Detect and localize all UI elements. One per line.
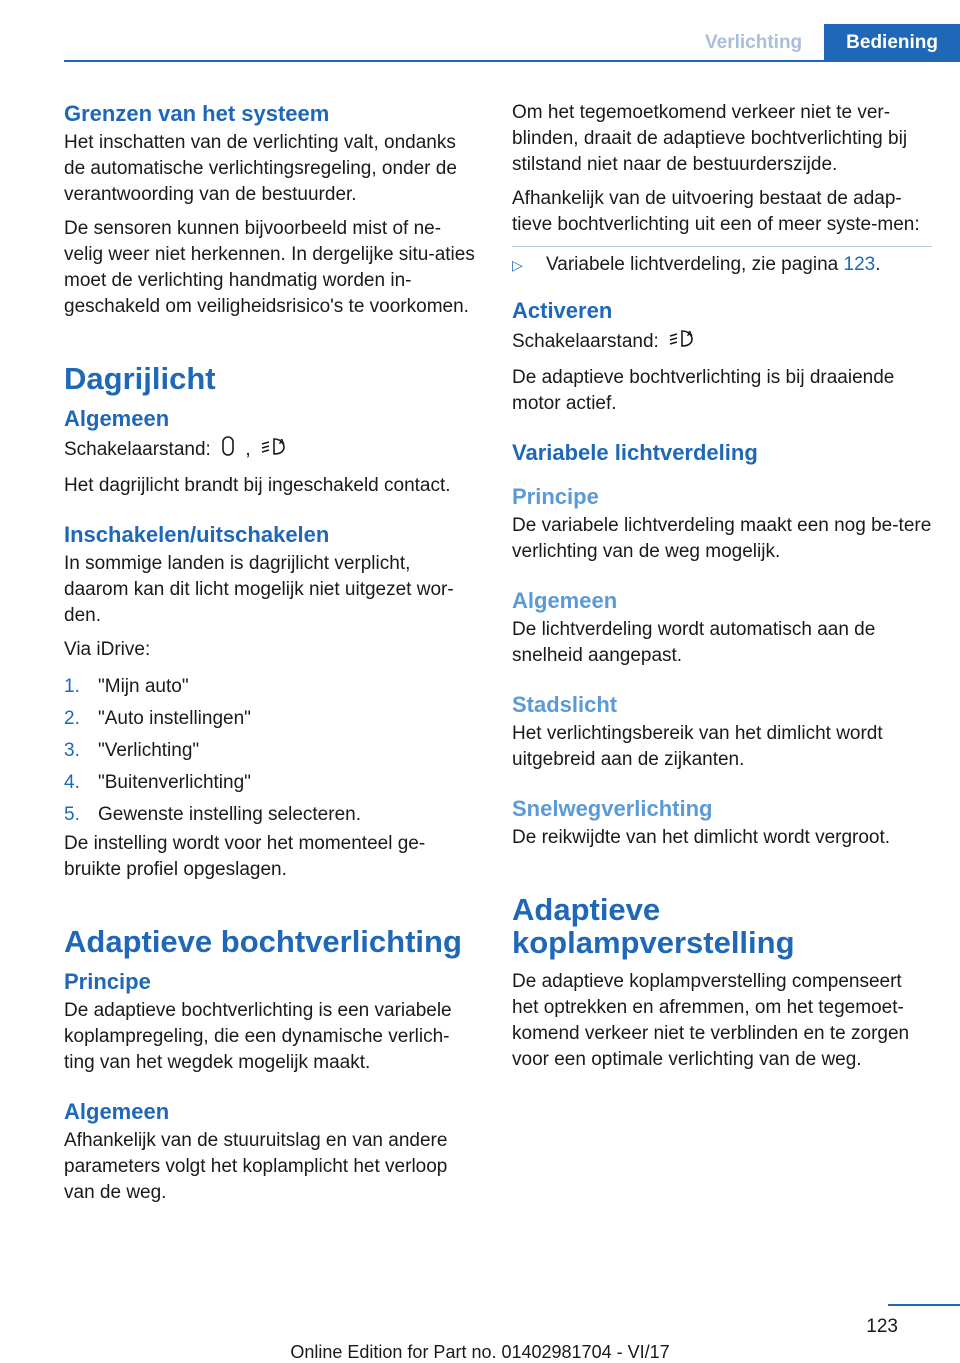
bullet-text: [546, 252, 880, 278]
paragraph: De adaptieve bochtverlichting is een variabele koplampregeling, die een dynamische verlich-ting van het wegdek mogelijk maakt.: [64, 1000, 452, 1073]
paragraph: De adaptieve koplampverstelling compenseert het optrekken en afremmen, om het tegemoet-komend verkeer niet te verblinden en te zorgen voor een optimale verlichting van de weg.: [512, 971, 910, 1070]
left-column: [64, 100, 480, 1214]
heading-algemeen: Algemeen: [64, 1099, 170, 1124]
svg-text:A: A: [278, 438, 285, 446]
paragraph: Om het tegemoetkomend verkeer niet te ver-blinden, draait de adaptieve bochtverlichting bij stilstand niet naar de bestuurderszijde.: [512, 102, 908, 175]
auto-light-icon: [668, 327, 696, 357]
header-tabs: [683, 24, 960, 62]
heading-line: koplampverstelling: [512, 925, 795, 960]
switch-label: Schakelaarstand:: [512, 331, 659, 353]
paragraph: Via iDrive:: [64, 639, 151, 660]
page-number: 123: [866, 1316, 898, 1337]
paragraph: De sensoren kunnen bijvoorbeeld mist of ne-velig weer niet herkennen. In dergelijke situ-aties moet de verlichting handmatig worden in-geschakeld om veiligheidsrisico's te voorkomen.: [64, 218, 475, 317]
bullet-end: .: [875, 254, 881, 275]
triangle-bullet-icon: ▷: [512, 257, 523, 273]
paragraph: Afhankelijk van de uitvoering bestaat de adap-tieve bochtverlichting uit een of meer syste-men:: [512, 188, 920, 235]
heading-variabele-lichtverdeling: Variabele lichtverdeling: [512, 440, 758, 465]
right-column: [512, 100, 932, 1081]
list-item: [64, 703, 480, 735]
paragraph: De lichtverdeling wordt automatisch aan de snelheid aangepast.: [512, 619, 876, 666]
switch-position-line: [512, 327, 932, 357]
step-number: 2.: [64, 708, 80, 729]
list-item: [512, 247, 932, 283]
paragraph: Het inschatten van de verlichting valt, ondanks de automatische verlichtingsregeling, onder de verantwoording van de bestuurder.: [64, 132, 457, 205]
switch-label: Schakelaarstand:: [64, 439, 211, 461]
step-number: 1.: [64, 676, 80, 697]
idrive-steps-list: [64, 671, 480, 831]
step-text: "Verlichting": [98, 740, 200, 761]
heading-inschakelen: Inschakelen/uitschakelen: [64, 522, 330, 547]
tab-verlichting[interactable]: Verlichting: [683, 24, 824, 62]
list-item: [64, 799, 480, 831]
edition-footer: Online Edition for Part no. 01402981704 - VI/17: [290, 1342, 670, 1362]
step-number: 3.: [64, 740, 80, 761]
step-text: Gewenste instelling selecteren.: [98, 804, 361, 825]
auto-light-icon: [260, 435, 288, 465]
list-item: [64, 671, 480, 703]
heading-stadslicht: Stadslicht: [512, 692, 618, 717]
page-link[interactable]: 123: [843, 254, 876, 275]
switch-separator: ,: [245, 439, 251, 461]
heading-algemeen: Algemeen: [64, 406, 170, 431]
step-number: 5.: [64, 804, 80, 825]
header-rule: [64, 60, 960, 62]
heading-principe: Principe: [512, 484, 599, 509]
list-item: [64, 767, 480, 799]
svg-text:A: A: [687, 330, 693, 338]
footer-rule: [888, 1304, 960, 1306]
paragraph: Het dagrijlicht brandt bij ingeschakeld contact.: [64, 475, 451, 496]
paragraph: De adaptieve bochtverlichting is bij draaiende motor actief.: [512, 367, 895, 414]
switch-position-line: [64, 435, 480, 465]
list-item: [64, 735, 480, 767]
heading-adaptieve-bochtverlichting: Adaptieve bochtverlichting: [64, 924, 462, 959]
heading-activeren: Activeren: [512, 298, 613, 323]
systems-list: [512, 246, 932, 283]
heading-snelwegverlichting: Snelwegverlichting: [512, 796, 713, 821]
paragraph: De variabele lichtverdeling maakt een nog be-tere verlichting van de weg mogelijk.: [512, 515, 932, 562]
heading-principe: Principe: [64, 969, 151, 994]
tab-bediening[interactable]: Bediening: [824, 24, 960, 62]
bullet-label: Variabele lichtverdeling, zie pagina: [546, 254, 839, 275]
step-text: "Auto instellingen": [98, 708, 251, 729]
paragraph: De reikwijdte van het dimlicht wordt vergroot.: [512, 827, 891, 848]
step-number: 4.: [64, 772, 80, 793]
paragraph: In sommige landen is dagrijlicht verplicht, daarom kan dit licht mogelijk niet uitgezet wor-den.: [64, 553, 454, 626]
step-text: "Mijn auto": [98, 676, 189, 697]
light-off-icon: [220, 435, 236, 465]
paragraph: De instelling wordt voor het momenteel ge-bruikte profiel opgeslagen.: [64, 833, 426, 880]
heading-line: Adaptieve: [512, 892, 661, 927]
heading-algemeen: Algemeen: [512, 588, 618, 613]
step-text: "Buitenverlichting": [98, 772, 251, 793]
paragraph: Afhankelijk van de stuuruitslag en van andere parameters volgt het koplamplicht het verloop van de weg.: [64, 1130, 448, 1203]
heading-adaptieve-koplampverstelling: [512, 893, 932, 959]
paragraph: Het verlichtingsbereik van het dimlicht wordt uitgebreid aan de zijkanten.: [512, 723, 883, 770]
heading-dagrijlicht: Dagrijlicht: [64, 361, 216, 396]
heading-grenzen: Grenzen van het systeem: [64, 101, 330, 126]
